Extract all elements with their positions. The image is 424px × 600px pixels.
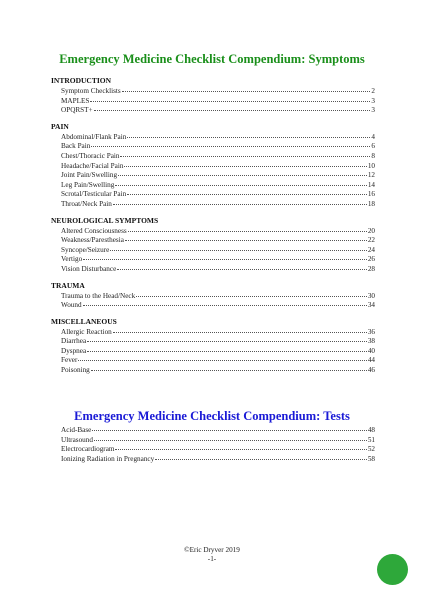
section-heading: PAIN: [51, 121, 69, 131]
toc-entry[interactable]: [51, 264, 375, 274]
dot-leader: [136, 290, 367, 297]
toc-entry[interactable]: [51, 105, 375, 115]
section-heading: INTRODUCTION: [51, 76, 112, 85]
toc-entry-label: Poisoning: [61, 366, 90, 375]
dot-leader: [155, 453, 367, 460]
toc-entry-page: 6: [371, 142, 375, 151]
toc-entry-label: Dyspnea: [61, 346, 87, 355]
toc-entry-page: 3: [371, 106, 375, 115]
symptoms-toc: [51, 76, 375, 375]
dot-leader: [78, 354, 366, 361]
toc-entry[interactable]: [51, 454, 375, 464]
toc-entry-label: Headache/Facial Pain: [61, 161, 124, 170]
toc-entry-label: Vertigo: [61, 255, 83, 264]
toc-entry-page: 30: [367, 291, 375, 300]
green-circle-badge: [377, 554, 408, 585]
toc-entry-label: Fever: [61, 356, 78, 365]
toc-entry-label: Syncope/Seizure: [61, 245, 110, 254]
toc-entry-page: 2: [371, 87, 375, 95]
dot-leader: [94, 434, 367, 441]
toc-entry-label: MAPLES: [61, 96, 90, 105]
toc-entry[interactable]: [51, 365, 375, 375]
toc-entry-label: Back Pain: [61, 142, 91, 151]
dot-leader: [83, 299, 367, 306]
toc-entry-page: 22: [367, 236, 375, 245]
footer-page-number: -1-: [207, 555, 217, 563]
dot-leader: [115, 179, 367, 186]
section-heading: MISCELLANEOUS: [51, 316, 117, 326]
toc-entry-page: 26: [367, 255, 375, 264]
toc-entry-page: 4: [371, 132, 375, 141]
toc-entry-page: 28: [367, 264, 375, 273]
toc-entry[interactable]: [51, 199, 375, 209]
toc-entry-page: 14: [367, 180, 375, 189]
dot-leader: [115, 443, 366, 450]
toc-entry-label: Trauma to the Head/Neck: [61, 291, 136, 300]
toc-entry-label: Acid-Base: [61, 426, 92, 434]
toc-entry-page: 3: [371, 96, 375, 105]
toc-entry-label: Symptom Checklists: [61, 87, 121, 95]
dot-leader: [118, 169, 367, 176]
toc-entry-label: Joint Pain/Swelling: [61, 171, 118, 180]
dot-leader: [94, 104, 371, 111]
toc-entry-page: 16: [367, 190, 375, 199]
symptoms-title: Emergency Medicine Checklist Compendium: Symptoms: [59, 52, 365, 66]
toc-entry-page: 8: [371, 151, 375, 160]
toc-entry-label: Abdominal/Flank Pain: [61, 132, 127, 141]
toc-entry-label: Ionizing Radiation in Pregnancy: [61, 454, 155, 463]
toc-entry-page: 12: [367, 171, 375, 180]
footer-copyright: ©Eric Dryver 2019: [184, 546, 240, 554]
toc-entry-page: 44: [367, 356, 375, 365]
dot-leader: [87, 335, 367, 342]
dot-leader: [83, 253, 367, 260]
dot-leader: [113, 198, 367, 205]
toc-entry-page: 40: [367, 346, 375, 355]
toc-entry-page: 18: [367, 199, 375, 208]
toc-entry-label: Vision Disturbance: [61, 264, 117, 273]
toc-entry-page: 10: [367, 161, 375, 170]
toc-entry-label: Wound: [61, 301, 82, 310]
dot-leader: [127, 131, 370, 138]
dot-leader: [124, 160, 366, 167]
toc-entry-label: OPQRST+: [61, 106, 93, 115]
dot-leader: [120, 150, 370, 157]
dot-leader: [92, 424, 366, 431]
toc-entry-label: Electrocardiogram: [61, 445, 115, 454]
section-heading: NEUROLOGICAL SYMPTOMS: [51, 215, 159, 225]
toc-entry-page: 34: [367, 301, 375, 310]
toc-entry-label: Altered Consciousness: [61, 226, 127, 235]
dot-leader: [87, 345, 367, 352]
toc-entry-label: Weakness/Paresthesia: [61, 236, 124, 245]
toc-entry-page: 36: [367, 327, 375, 336]
dot-leader: [127, 188, 367, 195]
dot-leader: [91, 140, 370, 147]
toc-entry-label: Diarrhea: [61, 337, 87, 346]
toc-entry-page: 48: [367, 426, 375, 434]
toc-entry[interactable]: [51, 300, 375, 310]
dot-leader: [91, 364, 367, 371]
toc-entry-page: 24: [367, 245, 375, 254]
tests-title: Emergency Medicine Checklist Compendium: Tests: [74, 409, 350, 423]
dot-leader: [90, 95, 370, 102]
dot-leader: [125, 234, 367, 241]
dot-leader: [122, 85, 371, 92]
dot-leader: [128, 225, 367, 232]
toc-entry-page: 46: [367, 366, 375, 375]
dot-leader: [117, 263, 367, 270]
toc-entry-page: 51: [367, 435, 375, 444]
toc-entry-label: Throat/Neck Pain: [61, 199, 112, 208]
toc-entry-label: Ultrasound: [61, 435, 93, 444]
toc-entry-page: 38: [367, 337, 375, 346]
toc-entry-label: Scrotal/Testicular Pain: [61, 190, 127, 199]
dot-leader: [110, 244, 367, 251]
toc-entry-page: 20: [367, 226, 375, 235]
tests-toc: [51, 425, 375, 463]
section-heading: TRAUMA: [51, 280, 85, 290]
toc-entry-label: Leg Pain/Swelling: [61, 180, 115, 189]
toc-entry-page: 52: [367, 445, 375, 454]
dot-leader: [113, 326, 367, 333]
toc-entry-label: Allergic Reaction: [61, 327, 112, 336]
toc-entry-label: Chest/Thoracic Pain: [61, 151, 120, 160]
toc-entry-page: 58: [367, 454, 375, 463]
